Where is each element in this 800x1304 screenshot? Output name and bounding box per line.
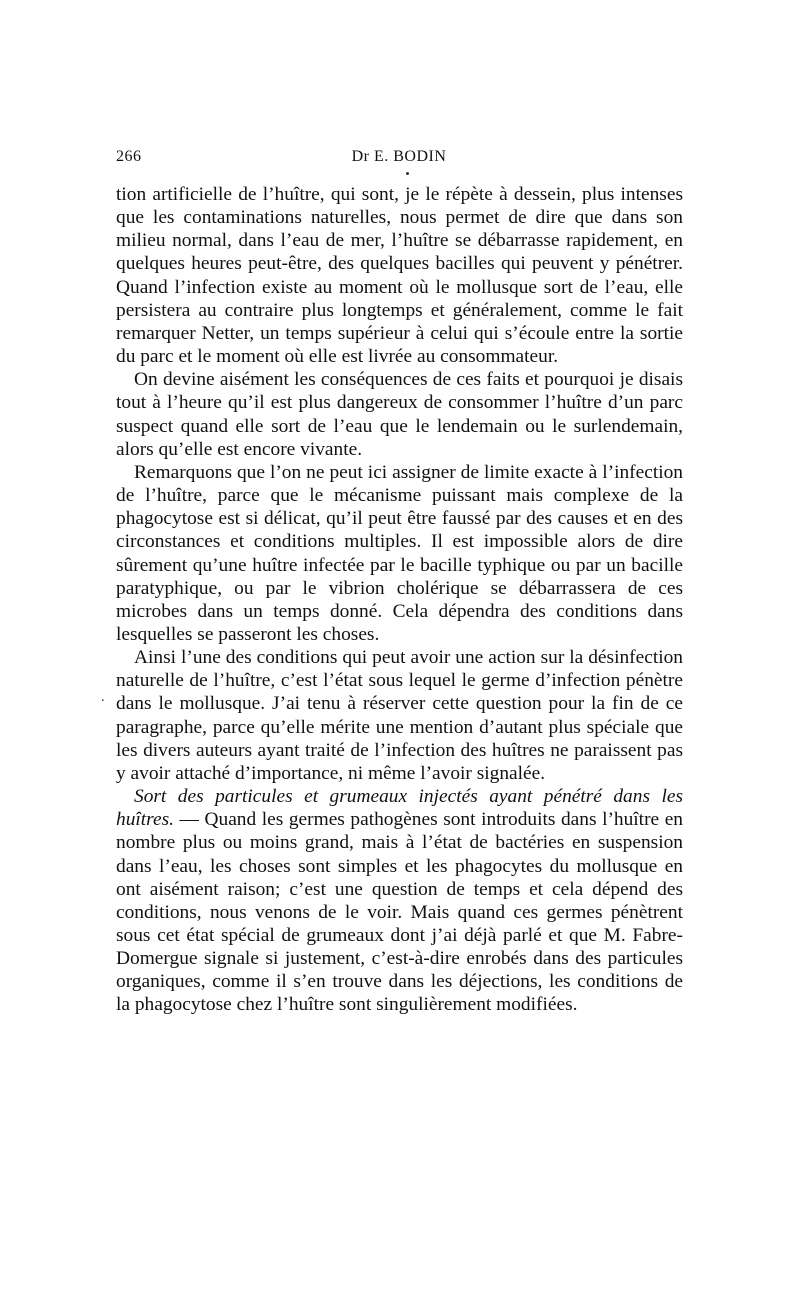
page-header [116,148,682,172]
ink-speck [406,172,409,175]
margin-mark: . [101,690,105,705]
paragraph: tion artificielle de l’huître, qui sont, je le répète à dessein, plus intenses que les contaminations naturelles, nous permet de dire que dans son milieu normal, dans l’eau de mer, l’huître se débarrasse rapidement, en quelques heures peut-être, des quelques bacilles qui peuvent y pénétrer. Quand l’infection existe au moment où le mollusque sort de l’eau, elle persistera au contraire plus longtemps et généralement, comme le fait remarquer Netter, un temps supérieur à celui qui s’écoule entre la sortie du parc et le moment où elle est livrée au consommateur. [116,184,683,368]
running-head: Dr E. BODIN [351,148,447,165]
page-number: 266 [116,148,142,165]
paragraph: Remarquons que l’on ne peut ici assigner de limite exacte à l’infection de l’huître, parce que le mécanisme puissant mais complexe de la phagocytose est si délicat, qu’il peut être faussé par des causes et en des circonstances et conditions multiples. Il est impossible alors de dire sûrement qu’une huître infectée par le bacille typhique ou par un bacille paratyphique, ou par le vibrion cholérique se débarrassera de ces microbes dans un temps donné. Cela dépendra des conditions dans lesquelles se passeront les choses. [116,461,683,645]
section-paragraph [116,785,683,1017]
body-text [116,183,683,1017]
section-title: Sort des particules et grumeaux injectés ayant pénétré dans les huîtres. [116,786,683,831]
section-text: — Quand les germes pathogènes sont introduits dans l’huître en nombre plus ou moins grand, mais à l’état de bactéries en suspension dans l’eau, les choses sont simples et les phagocytes du mollusque en ont aisément raison; c’est une question de temps et cela dépend des conditions, nous venons de le voir. Mais quand ces germes pénètrent sous cet état spécial de grumeaux dont j’ai déjà parlé et que M. Fabre-Domergue signale si justement, c’est-à-dire enrobés dans des particules organiques, comme il s’en trouve dans les déjections, les conditions de la phagocytose chez l’huître sont singulièrement modifiées. [116,809,683,1016]
paragraph: On devine aisément les conséquences de ces faits et pourquoi je disais tout à l’heure qu’il est plus dangereux de consommer l’huître d’un parc suspect quand elle sort de l’eau que le lendemain ou le surlendemain, alors qu’elle est encore vivante. [116,369,683,460]
paragraph: Ainsi l’une des conditions qui peut avoir une action sur la désinfection naturelle de l’huître, c’est l’état sous lequel le germe d’infection pénètre dans le mollusque. J’ai tenu à réserver cette question pour la fin de ce paragraphe, parce qu’elle mérite une mention d’autant plus spéciale que les divers auteurs ayant traité de l’infection des huîtres ne paraissent pas y avoir attaché d’importance, ni même l’avoir signalée. [116,647,683,784]
